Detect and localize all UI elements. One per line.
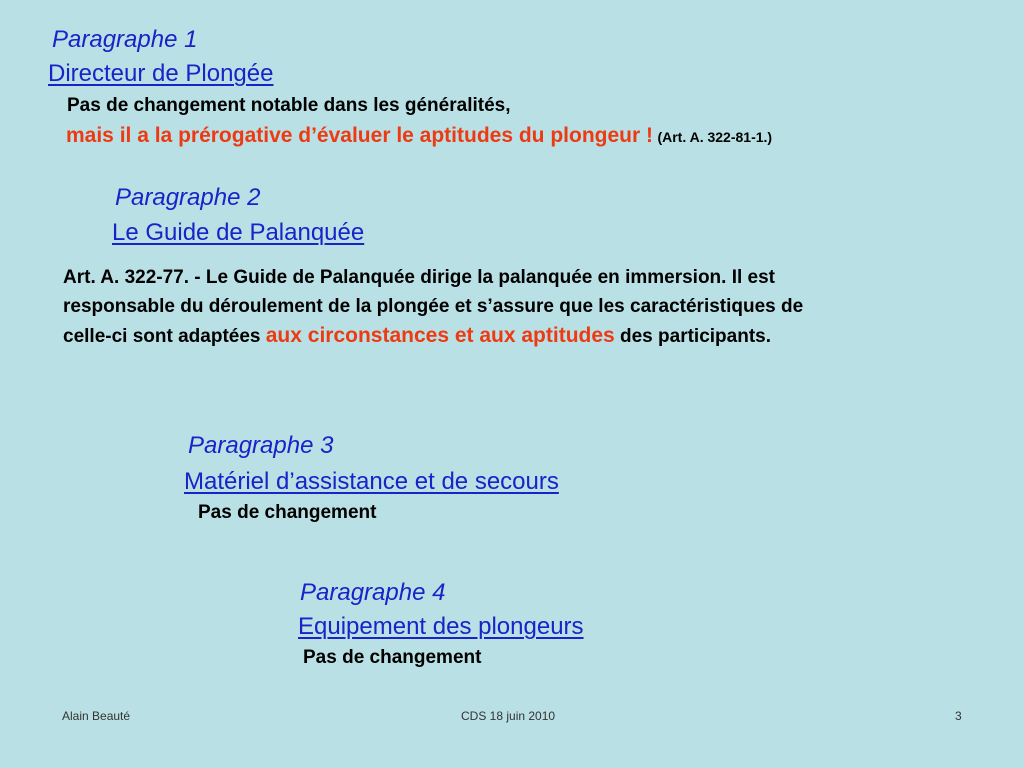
paragraph-2-heading: Le Guide de Palanquée [112, 219, 365, 246]
paragraph-3-label: Paragraphe 3 [188, 432, 334, 459]
paragraph-1-highlight: mais il a la prérogative d’évaluer le aptitudes du plongeur ! [66, 124, 653, 147]
paragraph-2-label: Paragraphe 2 [115, 184, 261, 211]
article-line-1: Art. A. 322-77. - Le Guide de Palanquée dirige la palanquée en immersion. Il est [63, 267, 776, 288]
paragraph-1-note [66, 123, 772, 151]
paragraph-1-reference: (Art. A. 322-81-1.) [657, 129, 773, 145]
paragraph-1-heading: Directeur de Plongée [48, 60, 274, 87]
paragraph-4-text: Pas de changement [303, 647, 482, 668]
paragraph-1-label: Paragraphe 1 [52, 26, 198, 53]
paragraph-3-text: Pas de changement [198, 502, 377, 523]
paragraph-4-label: Paragraphe 4 [300, 579, 446, 606]
paragraph-3-heading: Matériel d’assistance et de secours [184, 468, 559, 495]
article-line-3-start: celle-ci sont adaptées [63, 326, 261, 347]
article-line-2: responsable du déroulement de la plongée et s’assure que les caractéristiques de [63, 296, 804, 317]
footer-page-number: 3 [955, 709, 962, 723]
paragraph-1-text: Pas de changement notable dans les généralités, [67, 95, 511, 116]
article-line-3 [63, 321, 963, 351]
footer-author: Alain Beauté [62, 709, 131, 723]
article-highlight: aux circonstances et aux aptitudes [265, 324, 615, 347]
paragraph-2-article [63, 263, 963, 351]
article-line-3-end: des participants. [620, 326, 771, 347]
paragraph-4-heading: Equipement des plongeurs [298, 613, 584, 640]
footer-event: CDS 18 juin 2010 [461, 709, 556, 723]
